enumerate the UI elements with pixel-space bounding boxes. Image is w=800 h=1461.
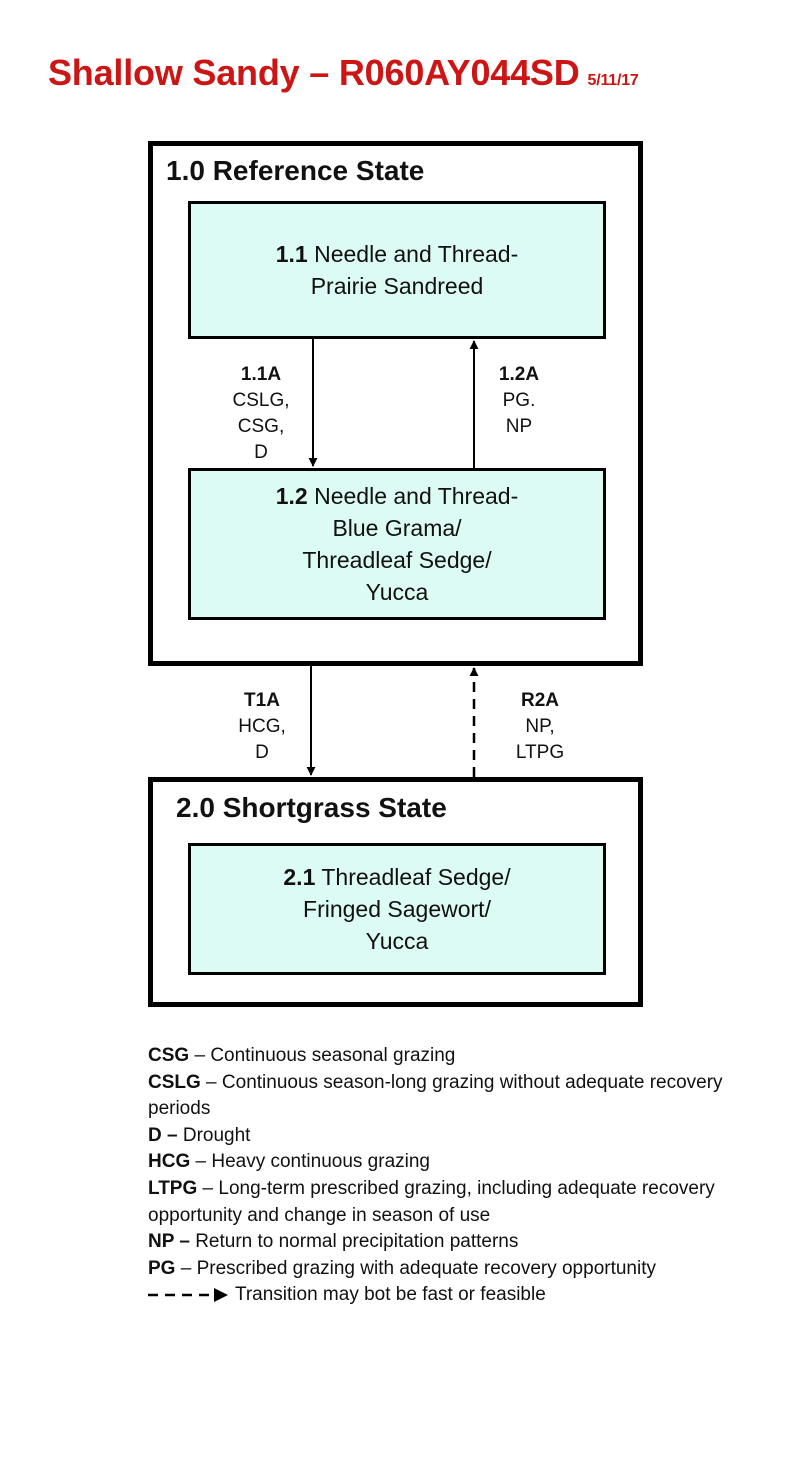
phase-name-line: Threadleaf Sedge/ <box>302 547 492 573</box>
phase-name-line: Yucca <box>365 928 429 954</box>
pathway-label-R2A <box>500 688 580 766</box>
phase-name-line: Needle and Thread- <box>314 483 519 509</box>
legend-item: HCG – Heavy continuous grazing <box>148 1151 430 1173</box>
legend-item: NP – Return to normal precipitation patterns <box>148 1231 519 1253</box>
pathway-code: T1A <box>244 690 280 711</box>
pathway-code: 1.1A <box>240 364 282 385</box>
pathway-driver: LTPG <box>515 742 565 763</box>
legend-item: CSLG – Continuous season-long grazing without adequate recovery periods <box>148 1071 723 1120</box>
pathway-driver: NP <box>505 416 533 437</box>
phase-number: 2.1 <box>283 864 316 890</box>
phase-name-line: Fringed Sagewort/ <box>303 896 491 922</box>
phase-number: 1.2 <box>275 483 308 509</box>
pathway-label-1-2A <box>479 362 559 440</box>
pathway-label-T1A <box>222 688 302 766</box>
legend-item: PG – Prescribed grazing with adequate recovery opportunity <box>148 1257 657 1279</box>
pathway-driver: NP, <box>525 716 555 737</box>
pathway-driver: CSLG, <box>232 390 290 411</box>
legend-item: D – Drought <box>148 1124 251 1146</box>
pathway-driver: HCG, <box>238 716 286 737</box>
phase-name-line: Prairie Sandreed <box>310 273 484 299</box>
pathway-driver: D <box>254 442 268 463</box>
phase-name-line: Yucca <box>365 579 429 605</box>
title-main: Shallow Sandy – R060AY044SD <box>48 52 580 93</box>
pathway-label-1-1A <box>221 362 301 466</box>
legend-item: LTPG – Long-term prescribed grazing, including adequate recovery opportunity and change in season of use <box>148 1177 715 1226</box>
pathway-code: 1.2A <box>498 364 540 385</box>
pathway-driver: PG. <box>502 390 536 411</box>
phase-name-line: Threadleaf Sedge/ <box>321 864 511 890</box>
title-date: 5/11/17 <box>587 72 639 89</box>
pathway-driver: D <box>255 742 269 763</box>
pathway-code: R2A <box>520 690 559 711</box>
legend-item-dashed <box>148 1282 738 1309</box>
legend <box>148 1043 738 1309</box>
legend-item: CSG – Continuous seasonal grazing <box>148 1045 456 1066</box>
phase-name-line: Blue Grama/ <box>332 515 462 541</box>
state-title-shortgrass: 2.0 Shortgrass State <box>176 792 447 823</box>
state-title-reference: 1.0 Reference State <box>166 155 425 186</box>
dashed-note: Transition may bot be fast or feasible <box>234 1284 546 1306</box>
dashed-arrow-icon <box>148 1288 230 1302</box>
pathway-driver: CSG, <box>237 416 285 437</box>
phase-name-line: Needle and Thread- <box>314 241 519 267</box>
phase-number: 1.1 <box>275 241 308 267</box>
